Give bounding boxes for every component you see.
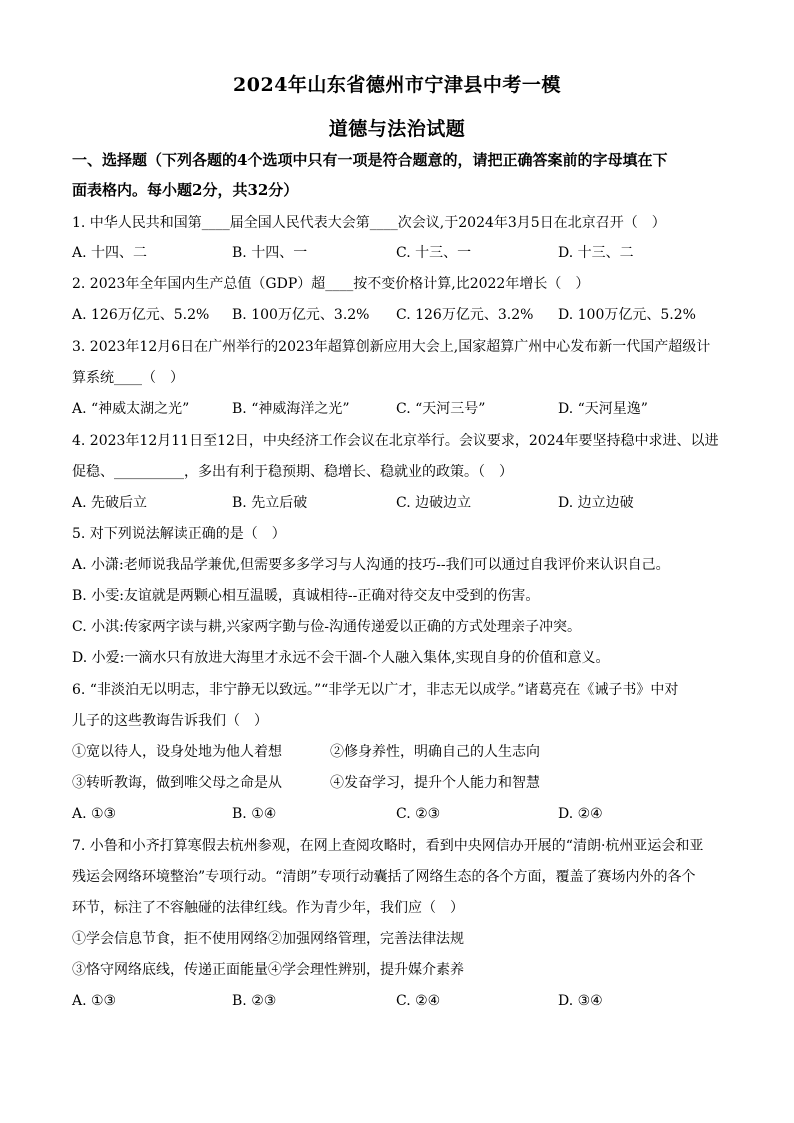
exam-subtitle: 道德与法治试题 [328,118,466,140]
q1-option-b: B. 十四、一 [232,245,308,261]
q3-stem-line1: 3. 2023年12月6日在广州举行的2023年超算创新应用大会上,国家超算广州中心发布新一代国产超级计 [72,339,711,355]
q3-stem-line2: 算系统____（ ） [72,370,184,386]
q4-option-d: D. 边立边破 [558,495,634,511]
q4-stem-line2: 促稳、__________，多出有利于稳预期、稳增长、稳就业的政策。（ ） [72,464,513,480]
q5-option-d: D. 小爱:一滴水只有放进大海里才永远不会干涸-个人融入集体,实现自身的价值和意义。 [72,650,610,666]
q2-option-c: C. 126万亿元、3.2% [396,307,534,323]
q6-stem-line1: 6. “非淡泊无以明志，非宁静无以致远。”“非学无以广才，非志无以成学。”诸葛亮在《诫子书》中对 [72,682,679,698]
q7-option-d: D. ③④ [558,993,603,1009]
q5-option-b: B. 小雯:友谊就是两颗心相互温暖，真诚相待--正确对待交友中受到的伤害。 [72,588,540,604]
q3-option-c: C. “天河三号” [396,401,486,417]
q4-stem-line1: 4. 2023年12月11日至12日，中央经济工作会议在北京举行。会议要求，2024年要坚持稳中求进、以进 [72,433,719,449]
q4-option-b: B. 先立后破 [232,495,308,511]
q6-option-d: D. ②④ [558,806,603,822]
q1-option-d: D. 十三、二 [558,245,634,261]
section-heading-line1: 一、选择题（下列各题的4个选项中只有一项是符合题意的，请把正确答案前的字母填在下 [72,151,668,169]
q6-item-2: ②修身养性，明确自己的人生志向 [330,744,540,760]
q7-items-row1: ①学会信息节食，拒不使用网络②加强网络管理，完善法律法规 [72,931,464,947]
q1-option-c: C. 十三、一 [396,245,472,261]
q6-item-4: ④发奋学习，提升个人能力和智慧 [330,775,540,791]
q1-stem: 1. 中华人民共和国第____届全国人民代表大会第____次会议,于2024年3月5日在北京召开（ ） [72,215,666,231]
q4-option-a: A. 先破后立 [72,495,148,511]
q1-option-a: A. 十四、二 [72,245,148,261]
q6-item-1: ①宽以待人，设身处地为他人着想 [72,744,282,760]
q7-stem-line3: 环节，标注了不容触碰的法律红线。作为青少年，我们应（ ） [72,900,464,916]
q6-stem-line2: 儿子的这些教诲告诉我们（ ） [72,713,268,729]
q3-options [72,399,732,419]
q6-item-3: ③转昕教诲，做到唯父母之命是从 [72,775,282,791]
q5-option-c: C. 小淇:传家两字读与耕,兴家两字勤与俭-沟通传递爱以正确的方式处理亲子冲突。 [72,619,582,635]
q2-stem: 2. 2023年全年国内生产总值（GDP）超____按不变价格计算,比2022年增长（ ） [72,276,590,292]
section-heading-line2: 面表格内。每小题2分，共32分） [72,181,299,199]
q7-option-c: C. ②④ [396,993,441,1009]
q6-options [72,804,732,824]
q6-option-b: B. ①④ [232,806,277,822]
q4-options [72,493,732,513]
q1-options [72,243,732,263]
q2-option-d: D. 100万亿元、5.2% [558,307,696,323]
q3-option-b: B. “神威海洋之光” [232,401,350,417]
q7-options [72,991,732,1011]
q3-option-d: D. “天河星逸” [558,401,648,417]
q6-items-row1 [72,742,732,762]
q2-option-b: B. 100万亿元、3.2% [232,307,370,323]
q7-option-b: B. ②③ [232,993,277,1009]
q6-items-row2 [72,773,732,793]
q7-option-a: A. ①③ [72,993,117,1009]
q7-stem-line1: 7. 小鲁和小齐打算寒假去杭州参观，在网上查阅攻略时，看到中央网信办开展的“清朗·杭州亚运会和亚 [72,838,704,854]
q6-option-a: A. ①③ [72,806,117,822]
q7-stem-line2: 残运会网络环境整治”专项行动。“清朗”专项行动囊括了网络生态的各个方面，覆盖了赛场内外的各个 [72,869,696,885]
q5-option-a: A. 小潇:老师说我品学兼优,但需要多多学习与人沟通的技巧--我们可以通过自我评价来认识自己。 [72,557,670,573]
q4-option-c: C. 边破边立 [396,495,472,511]
exam-title: 2024年山东省德州市宁津县中考一模 [233,74,561,96]
q6-option-c: C. ②③ [396,806,441,822]
q2-options [72,305,732,325]
q7-items-row2: ③恪守网络底线，传递正面能量④学会理性辨别，提升媒介素养 [72,962,464,978]
q2-option-a: A. 126万亿元、5.2% [72,307,210,323]
q3-option-a: A. “神威太湖之光” [72,401,190,417]
q5-stem: 5. 对下列说法解读正确的是（ ） [72,526,286,542]
